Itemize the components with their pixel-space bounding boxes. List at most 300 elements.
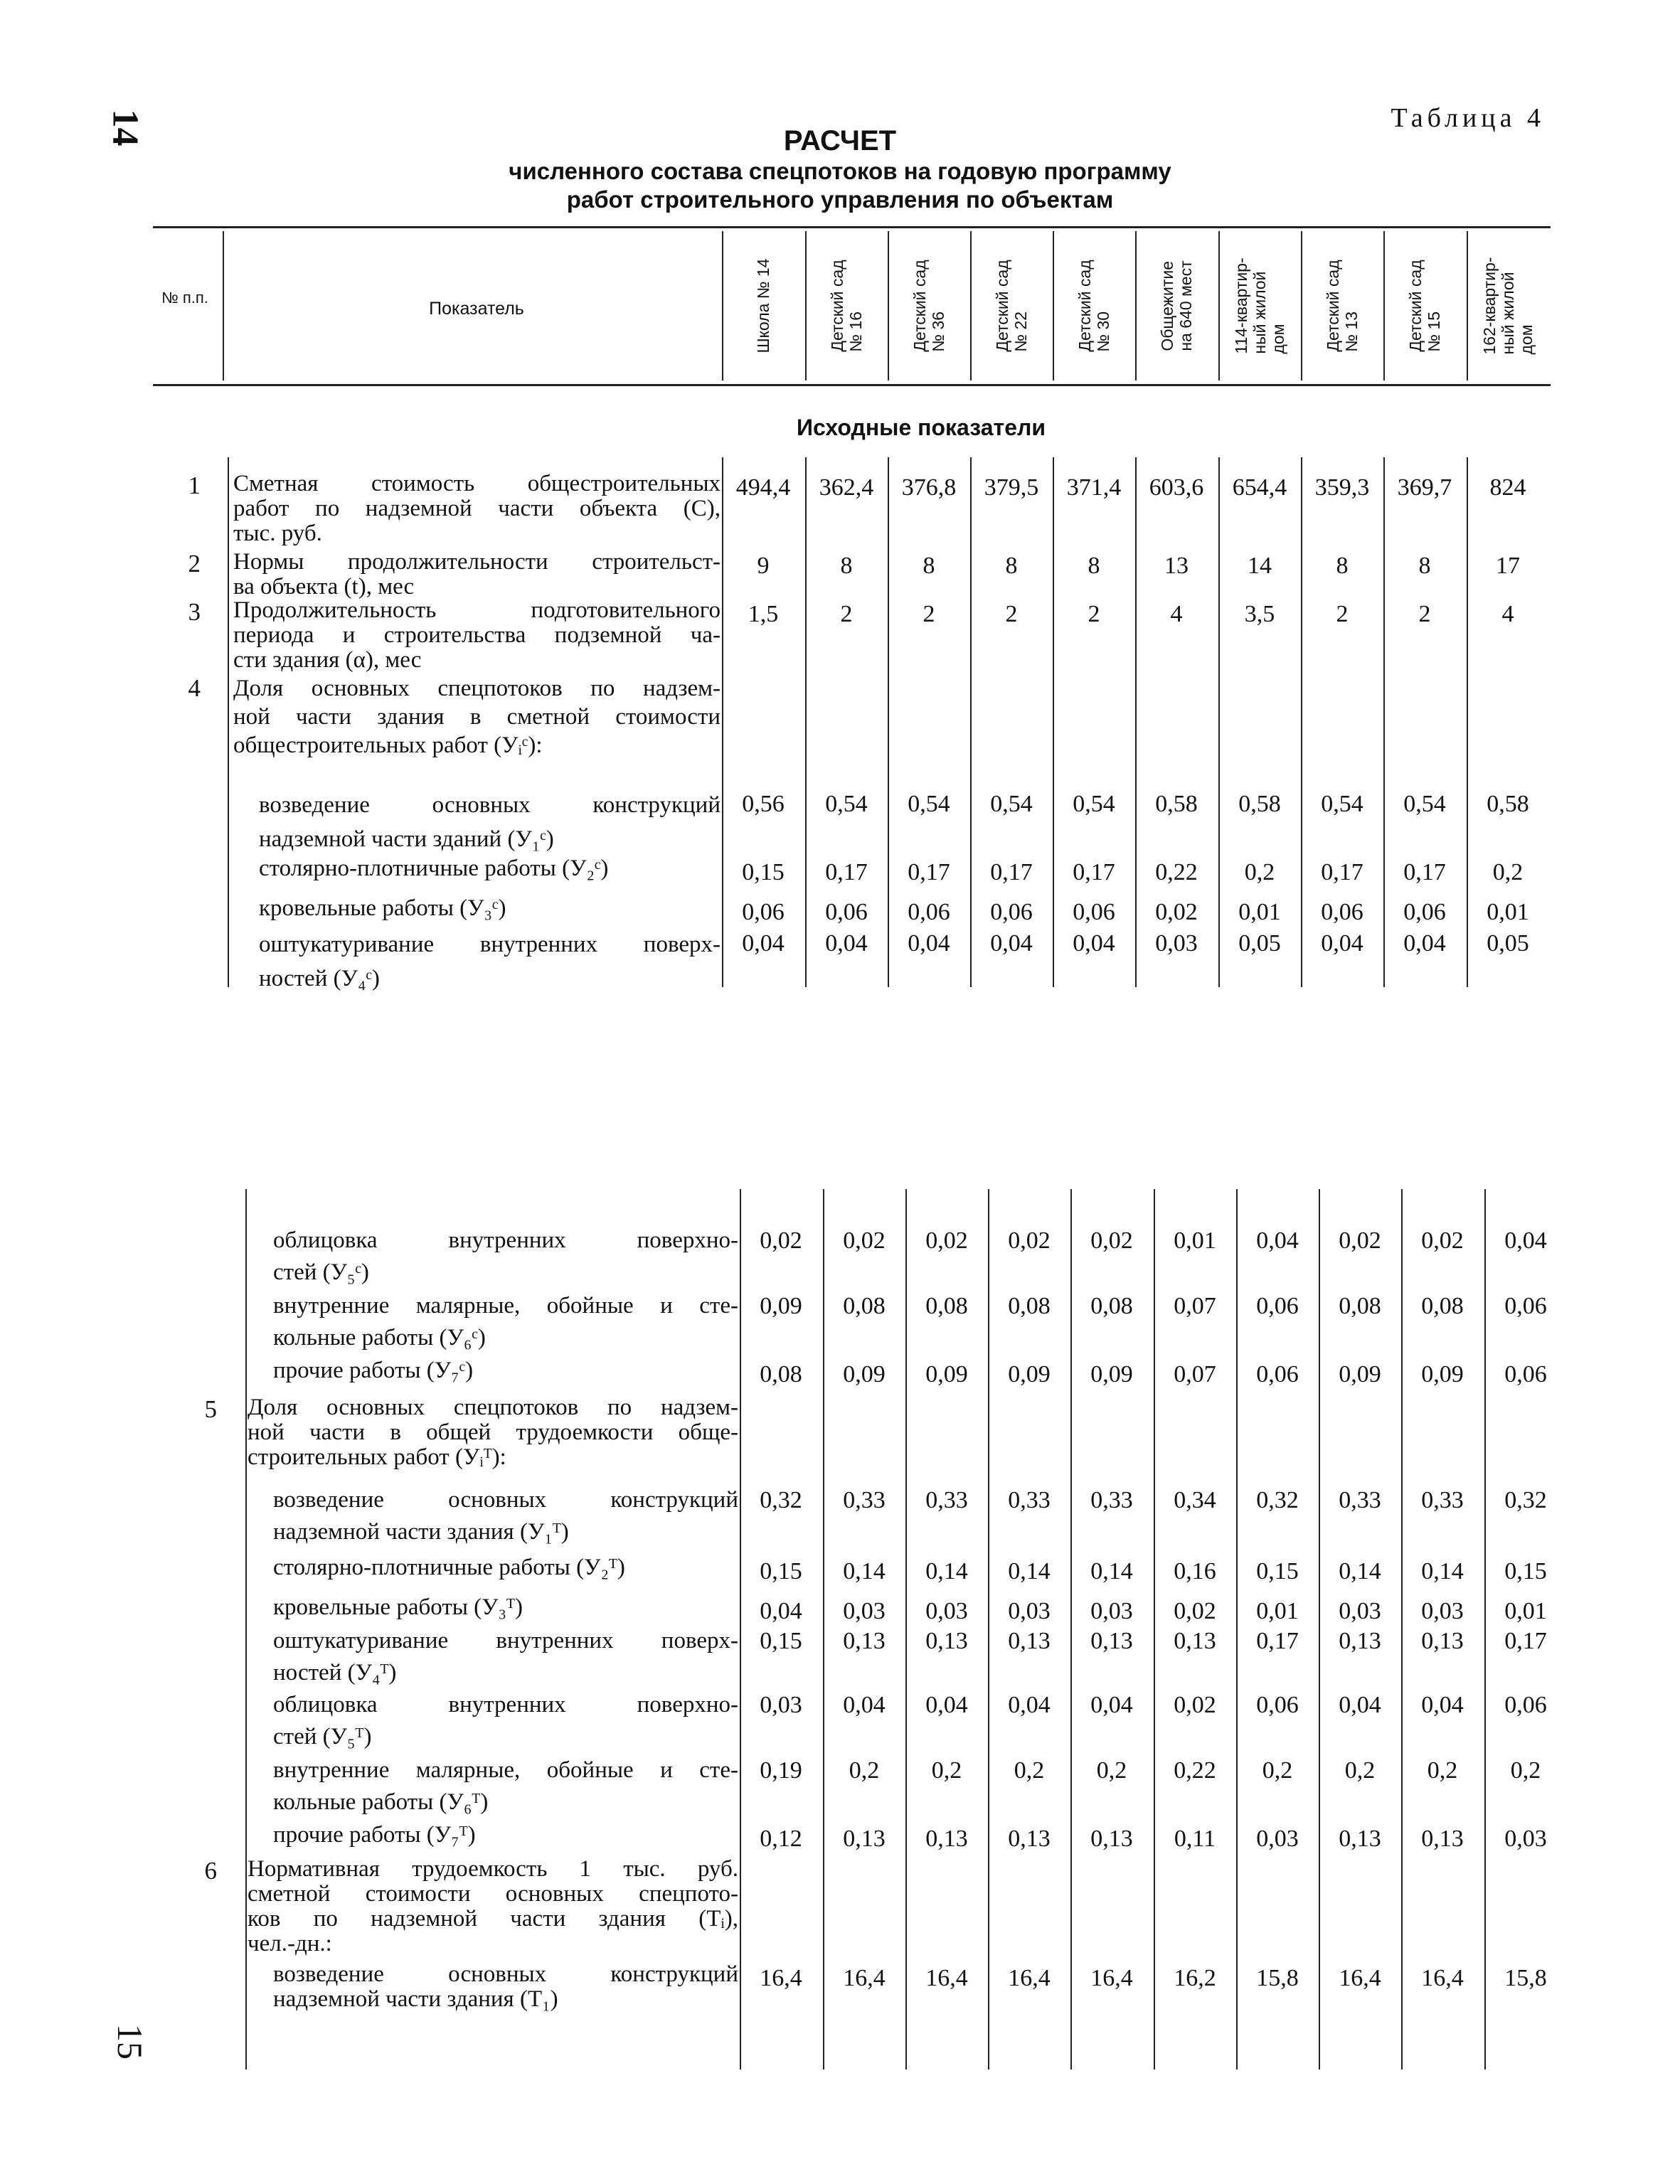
cell-value: 0,13 <box>1421 1628 1464 1654</box>
cell-value: 0,16 <box>1174 1558 1216 1584</box>
cell-value: 0,07 <box>1174 1293 1216 1319</box>
cell-value: 0,03 <box>843 1598 886 1624</box>
header-divider <box>1218 231 1220 380</box>
cell-value: 0,14 <box>925 1558 968 1584</box>
cell-value: 0,08 <box>1090 1293 1133 1319</box>
cell-value: 15,8 <box>1256 1965 1299 1991</box>
object-header-label: Школа № 14 <box>754 258 772 353</box>
table-divider <box>988 1189 989 2070</box>
cell-value: 0,09 <box>925 1361 968 1387</box>
cell-value: 0,03 <box>925 1598 968 1624</box>
header-divider <box>1135 231 1137 380</box>
cell-value: 0,04 <box>990 930 1033 957</box>
row-label-line: возведение основных конструкций <box>273 1961 738 1987</box>
row-label-line: Нормативная трудоемкость 1 тыс. руб. <box>248 1856 738 1882</box>
cell-value: 0,13 <box>843 1628 886 1654</box>
row-label-line: Доля основных спецпотоков по надзем- <box>233 676 721 701</box>
table-label: Таблица 4 <box>1391 103 1545 133</box>
cell-value: 0,04 <box>925 1692 968 1718</box>
cell-value: 0,17 <box>825 859 868 885</box>
row-label-line: столярно-плотничные работы (У₂ᵀ) <box>273 1555 625 1580</box>
table-divider <box>245 1189 247 2070</box>
cell-value: 0,05 <box>1238 930 1281 957</box>
cell-value: 0,11 <box>1174 1826 1216 1852</box>
cell-value: 0,06 <box>908 899 950 925</box>
cell-value: 0,12 <box>760 1826 802 1852</box>
row-label-line: Сметная стоимость общестроительных <box>233 471 721 496</box>
table-divider <box>740 1189 741 2070</box>
cell-value: 0,08 <box>925 1293 968 1319</box>
row-label <box>259 896 721 921</box>
row-number: 3 <box>188 598 201 626</box>
row-label-line: ностей (У₄ᶜ) <box>259 966 380 991</box>
page-number-bottom: 15 <box>110 2024 150 2060</box>
object-header-10 <box>1469 231 1547 380</box>
row-label-line: возведение основных конструкций <box>273 1487 738 1513</box>
row-label-line: кровельные работы (У₃ᵀ) <box>273 1594 523 1620</box>
cell-value: 13 <box>1164 553 1189 579</box>
row-label <box>273 1689 738 1753</box>
cell-value: 0,2 <box>931 1757 962 1784</box>
row-label-line: столярно-плотничные работы (У₂ᶜ) <box>259 856 609 881</box>
page-title: РАСЧЕТ <box>783 125 897 156</box>
cell-value: 0,2 <box>1096 1757 1127 1784</box>
cell-value: 0,33 <box>925 1487 968 1513</box>
row-number: 4 <box>188 674 201 702</box>
row-label-line: кровельные работы (У₃ᶜ) <box>259 895 506 921</box>
table-divider <box>970 457 972 987</box>
table-divider <box>1401 1189 1403 2070</box>
row-label <box>259 788 721 856</box>
header-divider <box>805 231 807 380</box>
row-label-line: сметной стоимости основных спецпото- <box>248 1881 738 1907</box>
row-label-line: ной части здания в сметной стоимости <box>233 704 721 730</box>
row-label <box>233 472 721 546</box>
object-header-5 <box>1055 231 1133 380</box>
cell-value: 0,06 <box>1504 1692 1547 1718</box>
row-label-line: внутренние малярные, обойные и сте- <box>273 1757 738 1783</box>
cell-value: 0,14 <box>1008 1558 1051 1584</box>
row-label <box>273 1962 738 2012</box>
cell-value: 0,09 <box>1090 1361 1133 1387</box>
cell-value: 9 <box>757 553 770 579</box>
cell-value: 0,13 <box>1090 1826 1133 1852</box>
cell-value: 0,03 <box>1155 930 1198 957</box>
row-label-line: ной части в общей трудоемкости обще- <box>248 1419 738 1445</box>
cell-value: 0,06 <box>1256 1692 1299 1718</box>
cell-value: 0,13 <box>843 1826 886 1852</box>
row-label <box>273 1225 738 1289</box>
object-header-label: Детский сад № 15 <box>1406 260 1443 352</box>
object-header-label: 114-квартир- ный жилой дом <box>1232 257 1287 354</box>
cell-value: 0,03 <box>1421 1598 1464 1624</box>
table-divider <box>1218 457 1220 987</box>
object-header-6 <box>1137 231 1216 380</box>
cell-value: 0,13 <box>925 1628 968 1654</box>
cell-value: 0,06 <box>1073 899 1115 925</box>
cell-value: 0,17 <box>1321 859 1363 885</box>
cell-value: 8 <box>1336 553 1349 579</box>
cell-value: 0,01 <box>1504 1598 1547 1624</box>
cell-value: 0,13 <box>1339 1826 1381 1852</box>
cell-value: 0,02 <box>843 1227 886 1254</box>
row-label-line: периода и строительства подземной ча- <box>233 622 721 648</box>
cell-value: 0,08 <box>760 1361 802 1387</box>
row-label <box>273 1754 738 1818</box>
row-label <box>233 598 721 673</box>
table-divider <box>1319 1189 1320 2070</box>
cell-value: 0,03 <box>1256 1826 1299 1852</box>
cell-value: 0,06 <box>1321 899 1363 925</box>
cell-value: 0,04 <box>742 930 785 957</box>
row-label <box>273 1625 738 1689</box>
cell-value: 0,02 <box>1174 1598 1216 1624</box>
row-label-line: возведение основных конструкций <box>259 792 721 818</box>
table-divider <box>1154 1189 1155 2070</box>
row-label-line: строительных работ (Уᵢᵀ): <box>248 1444 506 1470</box>
cell-value: 0,32 <box>1256 1487 1299 1513</box>
cell-value: 0,33 <box>1339 1487 1381 1513</box>
cell-value: 0,04 <box>1256 1227 1299 1254</box>
table-divider <box>1383 457 1385 987</box>
cell-value: 2 <box>923 601 935 627</box>
object-header-1 <box>724 231 802 380</box>
cell-value: 0,02 <box>1155 899 1198 925</box>
cell-value: 8 <box>840 553 853 579</box>
cell-value: 16,4 <box>760 1965 802 1991</box>
row-number: 1 <box>188 472 201 499</box>
header-top-rule <box>153 226 1551 228</box>
cell-value: 0,2 <box>1344 1757 1376 1784</box>
table-divider <box>1484 1189 1486 2070</box>
header-divider <box>1467 231 1468 380</box>
table-divider <box>888 457 889 987</box>
cell-value: 0,2 <box>1427 1757 1458 1784</box>
cell-value: 16,4 <box>1421 1965 1464 1991</box>
row-label-line: ков по надземной части здания (Tᵢ), <box>248 1906 738 1932</box>
cell-value: 0,15 <box>1256 1558 1299 1584</box>
cell-value: 16,2 <box>1174 1965 1216 1991</box>
row-label-line: чел.-дн.: <box>248 1931 332 1956</box>
cell-value: 0,13 <box>1008 1826 1051 1852</box>
row-label <box>248 1395 738 1470</box>
table-divider <box>1070 1189 1072 2070</box>
row-label-line: прочие работы (У₇ᵀ) <box>273 1822 476 1848</box>
cell-value: 0,03 <box>1090 1598 1133 1624</box>
row-label-line: прочие работы (У₇ᶜ) <box>273 1358 474 1383</box>
cell-value: 369,7 <box>1397 474 1452 501</box>
row-label-line: стей (У₅ᶜ) <box>273 1259 369 1285</box>
cell-value: 376,8 <box>901 474 957 501</box>
cell-value: 0,02 <box>760 1227 802 1254</box>
cell-value: 0,02 <box>1008 1227 1051 1254</box>
cell-value: 0,14 <box>1339 1558 1381 1584</box>
cell-value: 0,2 <box>1510 1757 1541 1784</box>
cell-value: 0,33 <box>1090 1487 1133 1513</box>
table-divider <box>722 457 723 987</box>
page-subtitle-line-2: работ строительного управления по объектам <box>566 186 1114 213</box>
page-subtitle-line-1: численного состава спецпотоков на годовую программу <box>509 158 1171 184</box>
cell-value: 0,13 <box>1339 1628 1381 1654</box>
cell-value: 0,03 <box>1339 1598 1381 1624</box>
object-header-4 <box>972 231 1051 380</box>
cell-value: 0,2 <box>1262 1757 1293 1784</box>
cell-value: 0,22 <box>1174 1757 1216 1784</box>
row-number: 5 <box>204 1395 217 1423</box>
cell-value: 0,33 <box>843 1487 886 1513</box>
header-bottom-rule <box>153 384 1551 386</box>
row-label <box>273 1595 738 1620</box>
cell-value: 0,04 <box>1321 930 1363 957</box>
row-label <box>248 1857 738 1956</box>
cell-value: 2 <box>1418 601 1431 627</box>
object-header-label: Детский сад № 13 <box>1324 260 1361 352</box>
cell-value: 4 <box>1501 601 1514 627</box>
cell-value: 603,6 <box>1149 474 1204 501</box>
cell-value: 0,54 <box>1403 791 1446 817</box>
cell-value: 0,04 <box>908 930 950 957</box>
cell-value: 379,5 <box>984 474 1039 501</box>
cell-value: 0,54 <box>990 791 1033 817</box>
row-label-line: Продолжительность подготовительного <box>233 597 721 623</box>
cell-value: 654,4 <box>1232 474 1287 501</box>
cell-value: 0,09 <box>843 1361 886 1387</box>
cell-value: 1,5 <box>748 601 779 627</box>
cell-value: 0,13 <box>925 1826 968 1852</box>
object-header-8 <box>1303 231 1381 380</box>
cell-value: 8 <box>1088 553 1100 579</box>
row-label <box>273 1358 738 1383</box>
object-header-label: Детский сад № 22 <box>993 260 1030 352</box>
cell-value: 0,13 <box>1174 1628 1216 1654</box>
cell-value: 2 <box>1336 601 1349 627</box>
row-label-line: Доля основных спецпотоков по надзем- <box>248 1395 738 1420</box>
cell-value: 2 <box>1005 601 1018 627</box>
cell-value: 0,17 <box>1403 859 1446 885</box>
object-header-label: Детский сад № 30 <box>1075 260 1112 352</box>
cell-value: 0,32 <box>760 1487 802 1513</box>
header-number-column: № п.п. <box>161 289 208 307</box>
cell-value: 0,06 <box>1256 1361 1299 1387</box>
cell-value: 0,06 <box>1504 1361 1547 1387</box>
cell-value: 16,4 <box>843 1965 886 1991</box>
cell-value: 0,17 <box>990 859 1033 885</box>
row-label-line: надземной части здания (У₁ᵀ) <box>273 1519 569 1545</box>
cell-value: 0,05 <box>1487 930 1529 957</box>
object-header-label: Общежитие на 640 мест <box>1158 260 1195 351</box>
row-label-line: работ по надземной части объекта (С), <box>233 496 721 521</box>
table-divider <box>1053 457 1054 987</box>
cell-value: 0,33 <box>1421 1487 1464 1513</box>
row-label <box>273 1823 738 1848</box>
cell-value: 362,4 <box>819 474 874 501</box>
row-label-line: стей (У₅ᵀ) <box>273 1724 372 1749</box>
cell-value: 0,06 <box>825 899 868 925</box>
cell-value: 0,06 <box>990 899 1033 925</box>
cell-value: 0,04 <box>825 930 868 957</box>
row-label <box>233 674 721 760</box>
cell-value: 0,14 <box>843 1558 886 1584</box>
object-header-2 <box>807 231 886 380</box>
cell-value: 0,01 <box>1174 1227 1216 1254</box>
row-label <box>233 550 721 600</box>
cell-value: 0,02 <box>1339 1227 1381 1254</box>
page-number-top: 14 <box>105 109 146 147</box>
cell-value: 0,01 <box>1487 899 1529 925</box>
header-divider <box>1053 231 1054 380</box>
row-label <box>273 1484 738 1548</box>
cell-value: 0,2 <box>849 1757 880 1784</box>
cell-value: 0,33 <box>1008 1487 1051 1513</box>
cell-value: 0,04 <box>1073 930 1115 957</box>
cell-value: 14 <box>1248 553 1272 579</box>
cell-value: 0,58 <box>1487 791 1529 817</box>
cell-value: 0,22 <box>1155 859 1198 885</box>
table-divider <box>1301 457 1302 987</box>
cell-value: 0,04 <box>1339 1692 1381 1718</box>
header-divider <box>722 231 723 380</box>
cell-value: 0,03 <box>1008 1598 1051 1624</box>
table-divider <box>228 457 229 987</box>
cell-value: 0,04 <box>843 1692 886 1718</box>
row-label-line: кольные работы (У₆ᵀ) <box>273 1789 489 1815</box>
cell-value: 0,08 <box>1339 1293 1381 1319</box>
row-label-line: ностей (У₄ᵀ) <box>273 1660 397 1685</box>
table-divider <box>1236 1189 1238 2070</box>
table-divider <box>1135 457 1137 987</box>
cell-value: 0,09 <box>1339 1361 1381 1387</box>
cell-value: 16,4 <box>1339 1965 1381 1991</box>
cell-value: 0,14 <box>1421 1558 1464 1584</box>
cell-value: 0,02 <box>1090 1227 1133 1254</box>
cell-value: 0,01 <box>1238 899 1281 925</box>
row-label <box>273 1290 738 1354</box>
cell-value: 0,32 <box>1504 1487 1547 1513</box>
cell-value: 15,8 <box>1504 1965 1547 1991</box>
cell-value: 0,14 <box>1090 1558 1133 1584</box>
object-header-3 <box>890 231 968 380</box>
cell-value: 16,4 <box>925 1965 968 1991</box>
cell-value: 0,02 <box>925 1227 968 1254</box>
row-label <box>259 856 721 881</box>
cell-value: 0,54 <box>908 791 950 817</box>
cell-value: 0,13 <box>1421 1826 1464 1852</box>
row-label-line: ва объекта (t), мес <box>233 574 415 600</box>
row-number: 2 <box>188 550 201 577</box>
object-header-label: Детский сад № 36 <box>910 260 947 352</box>
object-header-label: Детский сад № 16 <box>828 260 865 352</box>
cell-value: 0,54 <box>1073 791 1115 817</box>
cell-value: 2 <box>840 601 853 627</box>
row-label-line: общестроительных работ (Уᵢᶜ): <box>233 733 543 758</box>
header-indicator-column: Показатель <box>429 299 524 319</box>
header-divider <box>1383 231 1385 380</box>
cell-value: 8 <box>1418 553 1431 579</box>
cell-value: 0,08 <box>1008 1293 1051 1319</box>
object-header-7 <box>1221 231 1299 380</box>
row-label-line: надземной части здания (T₁) <box>273 1986 558 2012</box>
cell-value: 4 <box>1170 601 1183 627</box>
row-label-line: облицовка внутренних поверхно- <box>273 1692 738 1717</box>
row-label-line: внутренние малярные, обойные и сте- <box>273 1293 738 1319</box>
cell-value: 0,02 <box>1174 1692 1216 1718</box>
cell-value: 17 <box>1496 553 1520 579</box>
cell-value: 0,03 <box>1504 1826 1547 1852</box>
cell-value: 0,04 <box>1403 930 1446 957</box>
table-divider <box>905 1189 907 2070</box>
cell-value: 0,58 <box>1155 791 1198 817</box>
cell-value: 3,5 <box>1244 601 1275 627</box>
cell-value: 0,09 <box>1421 1361 1464 1387</box>
cell-value: 2 <box>1088 601 1100 627</box>
cell-value: 0,54 <box>1321 791 1363 817</box>
object-header-label: 162-квартир- ный жилой дом <box>1480 257 1536 355</box>
row-label <box>259 927 721 996</box>
cell-value: 824 <box>1489 474 1526 501</box>
cell-value: 0,06 <box>1504 1293 1547 1319</box>
cell-value: 16,4 <box>1090 1965 1133 1991</box>
row-label-line: облицовка внутренних поверхно- <box>273 1227 738 1253</box>
cell-value: 0,06 <box>1256 1293 1299 1319</box>
cell-value: 0,34 <box>1174 1487 1216 1513</box>
header-divider <box>223 231 224 380</box>
cell-value: 0,15 <box>1504 1558 1547 1584</box>
cell-value: 494,4 <box>735 474 791 501</box>
row-label-line: Нормы продолжительности строительст- <box>233 549 721 575</box>
cell-value: 0,09 <box>1008 1361 1051 1387</box>
cell-value: 371,4 <box>1066 474 1122 501</box>
cell-value: 0,56 <box>742 791 785 817</box>
row-label-line: надземной части зданий (У₁ᶜ) <box>259 826 554 852</box>
cell-value: 0,08 <box>843 1293 886 1319</box>
cell-value: 359,3 <box>1314 474 1370 501</box>
cell-value: 0,06 <box>1403 899 1446 925</box>
object-header-9 <box>1386 231 1464 380</box>
cell-value: 0,2 <box>1014 1757 1045 1784</box>
cell-value: 0,04 <box>760 1598 802 1624</box>
row-number: 6 <box>204 1857 217 1885</box>
header-divider <box>888 231 889 380</box>
row-label-line: тыс. руб. <box>233 521 322 546</box>
cell-value: 0,19 <box>760 1757 802 1784</box>
cell-value: 0,04 <box>1504 1227 1547 1254</box>
row-label-line: сти здания (α), мес <box>233 647 422 673</box>
cell-value: 0,17 <box>1256 1628 1299 1654</box>
header-divider <box>970 231 972 380</box>
cell-value: 0,04 <box>1008 1692 1051 1718</box>
cell-value: 0,09 <box>760 1293 802 1319</box>
row-label-line: кольные работы (У₆ᶜ) <box>273 1325 486 1351</box>
cell-value: 0,02 <box>1421 1227 1464 1254</box>
cell-value: 0,04 <box>1090 1692 1133 1718</box>
cell-value: 0,01 <box>1256 1598 1299 1624</box>
cell-value: 0,17 <box>1504 1628 1547 1654</box>
cell-value: 0,15 <box>760 1558 802 1584</box>
row-label-line: оштукатуривание внутренних поверх- <box>273 1628 738 1653</box>
cell-value: 0,17 <box>1073 859 1115 885</box>
cell-value: 8 <box>923 553 935 579</box>
cell-value: 0,15 <box>742 859 785 885</box>
table-divider <box>1467 457 1468 987</box>
cell-value: 0,2 <box>1244 859 1275 885</box>
cell-value: 16,4 <box>1008 1965 1051 1991</box>
cell-value: 0,03 <box>760 1692 802 1718</box>
section-title: Исходные показатели <box>797 415 1046 440</box>
row-label-line: оштукатуривание внутренних поверх- <box>259 932 721 957</box>
cell-value: 0,15 <box>760 1628 802 1654</box>
cell-value: 0,07 <box>1174 1361 1216 1387</box>
table-divider <box>805 457 807 987</box>
